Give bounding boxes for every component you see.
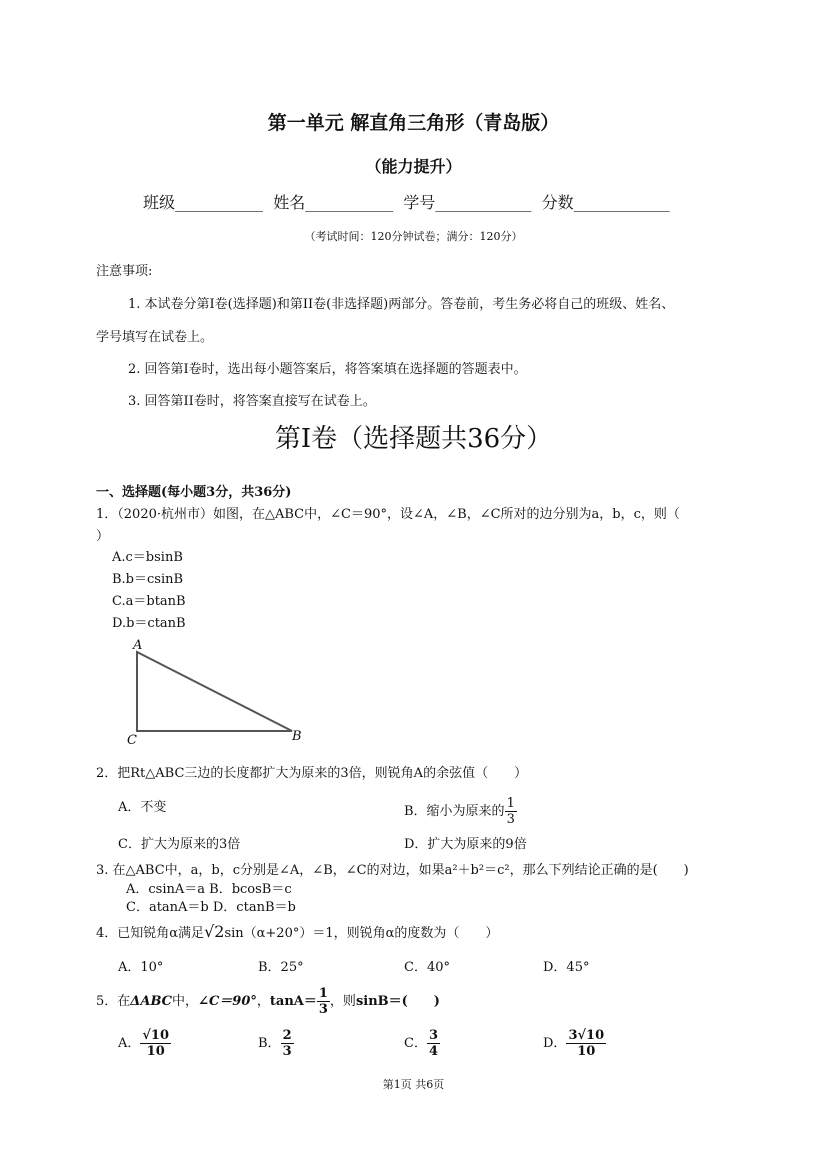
page-title: 第一单元 解直角三角形（青岛版）	[267, 112, 560, 134]
sqrt-2: √2	[204, 922, 225, 941]
q4-option-c: C．40°	[404, 960, 450, 975]
q5-angle: ∠C＝90°	[198, 994, 257, 1009]
option-label: D．	[543, 1036, 567, 1051]
q3-stem: 3. 在△ABC中，a，b，c分别是∠A，∠B，∠C的对边，如果a²＋b²＝c²，那么下列结论正确的是( )	[96, 863, 689, 878]
fraction	[505, 796, 517, 827]
q4-stem	[96, 922, 498, 941]
q2-option-b-text: B．缩小为原来的	[404, 804, 505, 819]
q5-mid1: 中，	[172, 994, 199, 1009]
q5-option-c	[404, 1028, 440, 1059]
q5-fraction	[317, 986, 330, 1017]
numerator: 3√10	[568, 1028, 605, 1043]
note-3: 3. 回答第II卷时，将答案直接写在试卷上。	[128, 394, 376, 409]
page-subtitle: （能力提升）	[365, 157, 462, 176]
q1-option-b: B.b＝csinB	[112, 572, 184, 587]
note-1-cont: 学号填写在试卷上。	[96, 330, 214, 345]
q2-stem: 2．把Rt△ABC三边的长度都扩大为原来的3倍，则锐角A的余弦值（ ）	[96, 766, 528, 781]
numerator: 2	[282, 1028, 292, 1043]
denominator: 3	[318, 1002, 328, 1017]
fraction	[427, 1028, 440, 1059]
denominator: 4	[428, 1044, 438, 1059]
note-1: 1. 本试卷分第I卷(选择题)和第II卷(非选择题)两部分。答卷前，考生务必将自己的班级、姓名、	[128, 297, 675, 312]
fraction	[140, 1028, 171, 1059]
numerator: 1	[318, 986, 328, 1001]
q2-option-a: A．不变	[118, 800, 167, 815]
q5-option-a	[118, 1028, 171, 1059]
q3-options-ab: A．csinA＝a B．bcosB＝c	[126, 882, 292, 897]
fraction	[281, 1028, 294, 1059]
label-a: A	[133, 638, 143, 653]
numerator: 1	[506, 796, 515, 811]
fraction	[566, 1028, 606, 1059]
q5-mid2: ，	[256, 994, 270, 1009]
denominator: 10	[146, 1044, 165, 1059]
option-label: C．	[404, 1036, 427, 1051]
field-id: 学号____________	[403, 193, 532, 212]
denominator: 3	[282, 1044, 292, 1059]
q1-option-a: A.c＝bsinB	[112, 550, 183, 565]
q2-option-b	[404, 796, 517, 827]
q5-mid3: ，则	[329, 994, 356, 1009]
part1-title: 第I卷（选择题共36分）	[274, 424, 553, 454]
q1-stem: 1．（2020·杭州市）如图，在△ABC中，∠C＝90°，设∠A，∠B，∠C所对的边分别为a，b，c，则（	[96, 507, 680, 522]
denominator: 3	[506, 812, 515, 827]
q3-options-cd: C．atanA＝b D．ctanB＝b	[126, 900, 296, 915]
option-label: A．	[118, 1036, 141, 1051]
label-b: B	[292, 729, 302, 744]
q5-pre: 5．在	[96, 994, 131, 1009]
q5-triangle: ΔABC	[130, 994, 173, 1009]
section1-heading: 一、选择题(每小题3分，共36分)	[96, 485, 292, 500]
field-name: 姓名___________	[273, 193, 394, 212]
q1-option-d: D.b＝ctanB	[112, 616, 186, 631]
numerator: 3	[428, 1028, 438, 1043]
q5-sinb: sinB＝( )	[355, 994, 440, 1009]
q1-option-c: C.a＝btanB	[112, 594, 186, 609]
q4-option-b: B．25°	[258, 960, 304, 975]
note-2: 2. 回答第I卷时，选出每小题答案后，将答案填在选择题的答题表中。	[128, 362, 527, 377]
notes-heading: 注意事项:	[96, 264, 153, 279]
q2-option-d: D．扩大为原来的9倍	[404, 837, 527, 852]
field-class: 班级___________	[143, 193, 264, 212]
triangle-figure	[120, 636, 310, 751]
field-score: 分数____________	[541, 193, 670, 212]
exam-info: （考试时间：120分钟试卷；满分：120分）	[304, 230, 523, 243]
q5-tan: tanA＝	[269, 994, 317, 1009]
label-c: C	[127, 733, 137, 748]
numerator: √10	[142, 1028, 170, 1043]
q2-option-c: C．扩大为原来的3倍	[118, 837, 241, 852]
triangle-abc	[137, 652, 292, 731]
q4-stem-pre: 4．已知锐角α满足	[96, 926, 205, 941]
student-info-fields	[143, 190, 670, 213]
q4-option-d: D．45°	[543, 960, 590, 975]
q5-option-d	[543, 1028, 606, 1059]
page-footer: 第1页 共6页	[382, 1078, 445, 1091]
q5-stem	[96, 986, 440, 1017]
q4-stem-post: sin（α+20°）＝1，则锐角α的度数为（ ）	[224, 926, 499, 941]
q1-stem-end: ）	[96, 529, 110, 544]
option-label: B．	[258, 1036, 281, 1051]
q5-option-b	[258, 1028, 294, 1059]
q4-option-a: A．10°	[118, 960, 164, 975]
denominator: 10	[577, 1044, 596, 1059]
